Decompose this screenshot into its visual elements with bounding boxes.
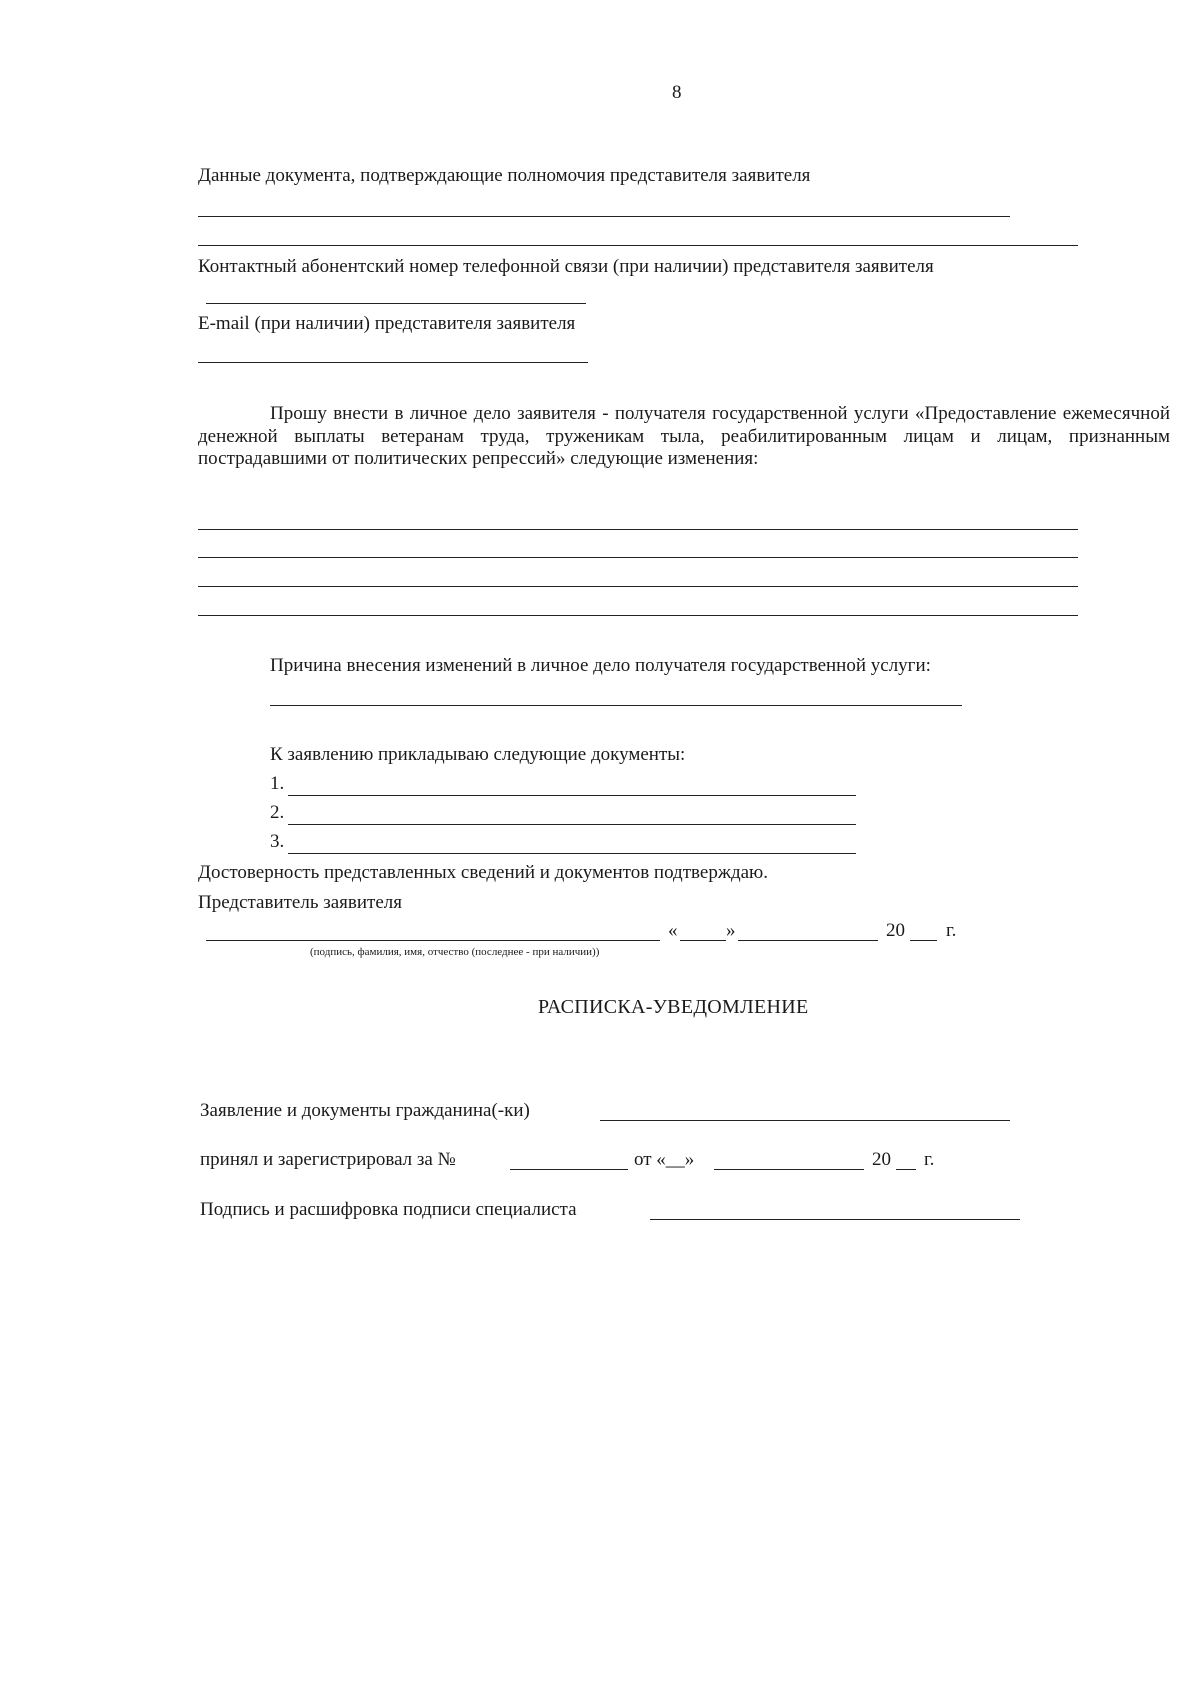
specialist-signature-line[interactable] [650, 1219, 1020, 1220]
date-quote-open: « [668, 920, 678, 941]
receipt-year-suffix: г. [924, 1149, 935, 1170]
receipt-title: РАСПИСКА-УВЕДОМЛЕНИЕ [538, 996, 809, 1018]
confirm-text: Достоверность представленных сведений и документов подтверждаю. [198, 862, 768, 883]
changes-line-3[interactable] [198, 586, 1078, 587]
attachment-number-3: 3. [270, 831, 285, 852]
changes-line-1[interactable] [198, 529, 1078, 530]
receipt-registered-label: принял и зарегистрировал за № [200, 1149, 456, 1170]
doc-data-label: Данные документа, подтверждающие полномочия представителя заявителя [198, 165, 811, 186]
reason-label: Причина внесения изменений в личное дело получателя государственной услуги: [270, 655, 931, 676]
receipt-signature-label: Подпись и расшифровка подписи специалиста [200, 1199, 577, 1220]
phone-line[interactable] [206, 303, 586, 304]
request-paragraph [198, 403, 1170, 471]
attachments-label: К заявлению прикладываю следующие документы: [270, 744, 686, 765]
receipt-year-prefix: 20 [872, 1149, 891, 1170]
date-day-line[interactable] [680, 940, 726, 941]
attachment-line-3[interactable] [288, 853, 856, 854]
date-year-line[interactable] [910, 940, 937, 941]
email-line[interactable] [198, 362, 588, 363]
reason-line[interactable] [270, 705, 962, 706]
date-month-line[interactable] [738, 940, 878, 941]
receipt-docs-label: Заявление и документы гражданина(-ки) [200, 1100, 530, 1121]
doc-data-line-2[interactable] [198, 245, 1078, 246]
date-quote-close: » [726, 920, 736, 941]
changes-line-2[interactable] [198, 557, 1078, 558]
receipt-number-line[interactable] [510, 1169, 628, 1170]
date-year-suffix: г. [946, 920, 957, 941]
attachment-number-2: 2. [270, 802, 285, 823]
receipt-month-line[interactable] [714, 1169, 864, 1170]
receipt-from-label: от «__» [634, 1149, 695, 1170]
date-year-prefix: 20 [886, 920, 905, 941]
email-label: E-mail (при наличии) представителя заявителя [198, 313, 576, 334]
signature-caption: (подпись, фамилия, имя, отчество (последнее - при наличии)) [310, 946, 600, 958]
receipt-citizen-line[interactable] [600, 1120, 1010, 1121]
attachment-line-1[interactable] [288, 795, 856, 796]
changes-line-4[interactable] [198, 615, 1078, 616]
page-number: 8 [672, 82, 682, 103]
request-text: Прошу внести в личное дело заявителя - получателя государственной услуги «Предоставление ежемесячной денежной выплаты ветеранам труда, труженикам тыла, реабилитированным лицам и лицам, признанным пострадавшими от политических репрессий» следующие изменения: [198, 403, 1170, 469]
phone-label: Контактный абонентский номер телефонной связи (при наличии) представителя заявителя [198, 256, 934, 277]
attachment-line-2[interactable] [288, 824, 856, 825]
representative-signature-line[interactable] [206, 940, 660, 941]
attachment-number-1: 1. [270, 773, 285, 794]
doc-data-line-1[interactable] [198, 216, 1010, 217]
representative-label: Представитель заявителя [198, 892, 403, 913]
receipt-year-line[interactable] [896, 1169, 916, 1170]
